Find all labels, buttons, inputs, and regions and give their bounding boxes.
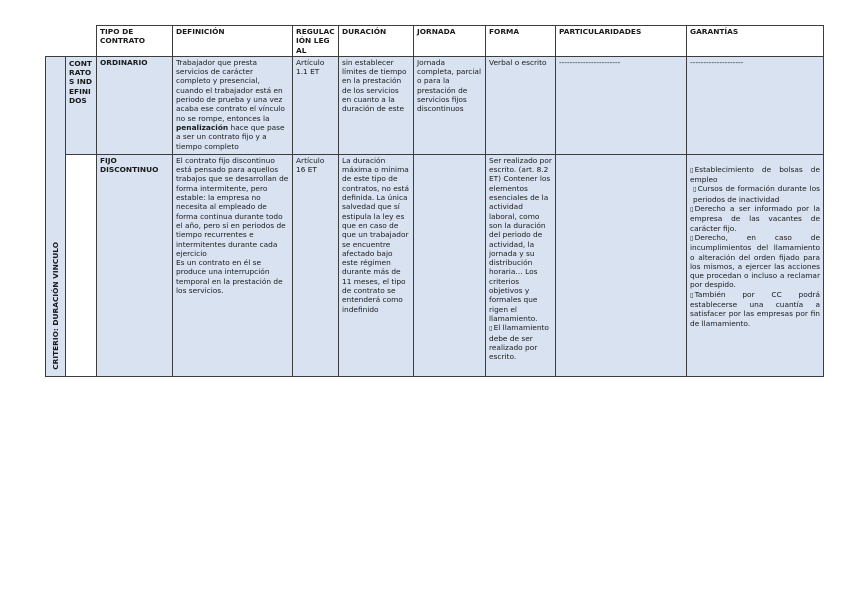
jornada-ordinario: Jornada completa, parcial o para la prestación de servicios fijos discontinuos	[414, 56, 486, 154]
garantia-item: ▯ Derecho a ser informado por la empresa de las vacantes de carácter fijo.	[690, 204, 820, 233]
tipo-fijo: FIJO DISCONTINUO	[97, 154, 173, 376]
duracion-fijo: La duración máxima o mínima de este tipo de contratos, no está definida. La única salvedad que sí estipula la ley es que en caso de que un trabajador se encuentre afectado bajo este régimen durante más de 11 meses, el tipo de contrato se entenderá como indefinido	[339, 154, 414, 376]
definicion-ordinario-text: Trabajador que presta servicios de carácter completo y presencial, cuando el trabajador está en periodo de prueba y una vez acaba ese contrato el vínculo no se rompe, entonces la	[176, 57, 285, 123]
jornada-fijo	[414, 154, 486, 376]
definicion-fijo-p1: El contrato fijo discontinuo está pensado para aquellos trabajos que se desarrollan de forma intermitente, pero estable: la empresa no necesita al empleado de forma continua durante todo el año, pero sí en periodos de tiempo recurrentes e intermitentes durante cada ejercicio	[176, 155, 289, 258]
category-cell	[66, 56, 97, 154]
table-row-fijo	[46, 154, 824, 376]
category-cell-empty	[66, 154, 97, 376]
forma-fijo	[486, 154, 556, 376]
garantia-item: ▯ Establecimiento de bolsas de empleo	[690, 165, 820, 185]
header-duracion: DURACIÓN	[339, 26, 414, 57]
header-tipo: TIPO DE CONTRATO	[97, 26, 173, 57]
category-label: CONTRATOS INDEFINIDOS	[69, 58, 92, 106]
header-particularidades: PARTICULARIDADES	[556, 26, 687, 57]
regulacion-fijo: Artículo 16 ET	[293, 154, 339, 376]
garantia-item: ▯ Derecho, en caso de incumplimientos del llamamiento o alteración del orden fijado para los mismos, a ejercer las acciones que procedan o incluso a reclamar por despido.	[690, 233, 820, 290]
header-regulacion: REGULACIÓN LEGAL	[293, 26, 339, 57]
header-garantias: GARANTÍAS	[687, 26, 824, 57]
garantias-fijo	[687, 154, 824, 376]
particularidades-ordinario: -----------------------	[556, 56, 687, 154]
header-blank-1	[46, 26, 66, 57]
criterio-label: CRITERIO: DURACIÓN VINCULO	[50, 241, 60, 370]
header-jornada: JORNADA	[414, 26, 486, 57]
forma-fijo-p2: ▯ El llamamiento debe de ser realizado por escrito.	[489, 323, 552, 361]
forma-ordinario: Verbal o escrito	[486, 56, 556, 154]
header-blank-2	[66, 26, 97, 57]
definicion-ordinario-bold: penalización	[176, 122, 229, 132]
header-definicion: DEFINICIÓN	[173, 26, 293, 57]
regulacion-ordinario: Artículo 1.1 ET	[293, 56, 339, 154]
garantia-item: ▯ Cursos de formación durante los periodos de inactividad	[690, 184, 820, 204]
table-row-ordinario	[46, 56, 824, 154]
header-row	[46, 26, 824, 57]
forma-fijo-p1: Ser realizado por escrito. (art. 8.2 ET) Contener los elementos esenciales de la actividad laboral, como son la duración del periodo de actividad, la jornada y su distribución horaria… Los criterios objetivos y formales que rigen el llamamiento.	[489, 155, 552, 323]
definicion-ordinario-end: hace que pase a ser un contrato fijo y a tiempo completo	[176, 122, 285, 151]
criterio-cell	[46, 56, 66, 376]
definicion-fijo-p2: Es un contrato en él se produce una interrupción temporal en la prestación de los servicios.	[176, 258, 283, 296]
tipo-ordinario: ORDINARIO	[97, 56, 173, 154]
contract-table	[45, 25, 824, 377]
duracion-ordinario: sin establecer límites de tiempo en la prestación de los servicios en cuanto a la duración de este	[339, 56, 414, 154]
garantia-item: ▯ También por CC podrá establecerse una cuantía a satisfacer por las empresas por fin de llamamiento.	[690, 290, 820, 328]
definicion-fijo	[173, 154, 293, 376]
particularidades-fijo	[556, 154, 687, 376]
definicion-ordinario	[173, 56, 293, 154]
garantias-ordinario: --------------------	[687, 56, 824, 154]
header-forma: FORMA	[486, 26, 556, 57]
